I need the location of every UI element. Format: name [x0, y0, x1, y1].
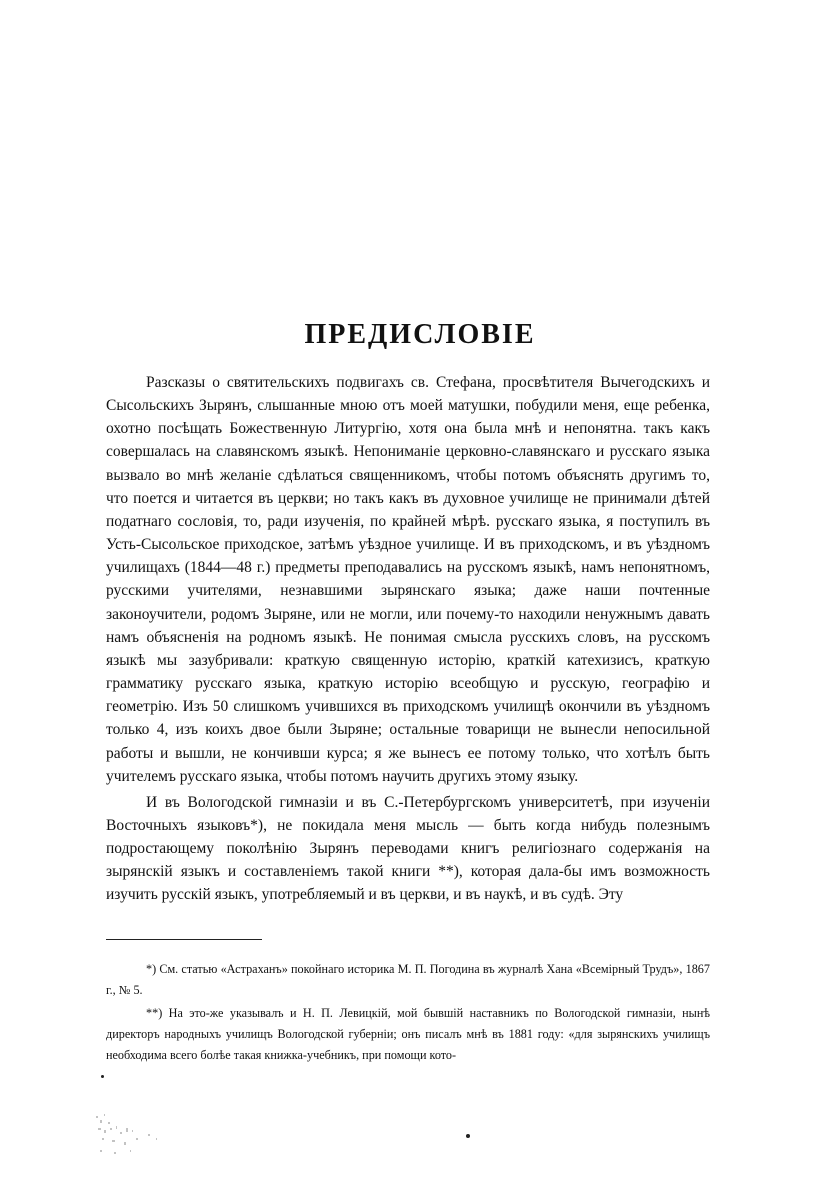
footnote-1: *) См. статью «Астраханъ» покойнаго историка М. П. Погодина въ журналѣ Хана «Всемірный Трудъ», 1867 г., № 5.	[106, 962, 710, 997]
footnote-separator	[106, 939, 262, 940]
ink-speck	[101, 1075, 104, 1078]
footnotes	[106, 959, 710, 1066]
page-title: ПРЕДИСЛОВІЕ	[304, 318, 536, 350]
main-text	[106, 371, 710, 907]
paragraph-1: Разсказы о святительскихъ подвигахъ св. Стефана, просвѣтителя Вычегодскихъ и Сысольскихъ Зырянъ, слышанные мною отъ моей матушки, побудили меня, еще ребенка, охотно посѣщать Божественную Литургію, хотя она была мнѣ и непонятна. такъ какъ совершалась на славянскомъ языкѣ. Непониманіе церковно-славянскаго и русскаго языка вызвало во мнѣ желаніе сдѣлаться священникомъ, чтобы потомъ объяснять другимъ то, что поется и читается въ церкви; но такъ какъ въ духовное училище не принимали дѣтей податнаго сословія, то, ради изученія, по крайней мѣрѣ. русскаго языка, я поступилъ въ Усть-Сысольское приходское, затѣмъ уѣздное училище. И въ приходскомъ, и въ уѣздномъ училищахъ (1844—48 г.) предметы преподавались на русскомъ языкѣ, намъ непонятномъ, русскими учителями, незнавшими зырянскаго языка; даже наши почтенные законоучители, родомъ Зыряне, или не могли, или почему-то находили ненужнымъ давать намъ объясненія на родномъ языкѣ. Не понимая смысла русскихъ словъ, на русскомъ языкѣ мы зазубривали: краткую священную исторію, краткій катехизисъ, краткую грамматику русскаго языка, краткую исторію всеобщую и русскую, географію и геометрію. Изъ 50 слишкомъ учившихся въ приходскомъ училищѣ окончили въ уѣздномъ только 4, изъ коихъ двое были Зыряне; остальные товарищи не вынесли непосильной работы и вышли, не кончивши курса; я же вынесъ ее потому только, что хотѣлъ быть учителемъ русскаго языка, чтобы потомъ научить другихъ этому языку.	[106, 374, 710, 785]
paragraph-2: И въ Вологодской гимназіи и въ С.-Петербургскомъ университетѣ, при изученіи Восточныхъ языковъ*), не покидала меня мысль — быть когда нибудь полезнымъ подростающему поколѣнію Зырянъ переводами книгъ религіознаго содержанія на зырянскій языкъ и составленіемъ такой книги **), которая дала-бы имъ возможность изучить русскій языкъ, употребляемый и въ церкви, и въ наукѣ, и въ судѣ. Эту	[106, 793, 710, 904]
ink-dot	[466, 1134, 470, 1138]
footnote-2: **) На это-же указывалъ и Н. П. Левицкій, мой бывшій наставникъ по Вологодской гимназіи, нынѣ директоръ народныхъ училищъ Вологодской губерніи; онъ писалъ мнѣ въ 1881 году: «для зырянскихъ училищъ необходима всего болѣе такая книжка-учебникъ, при помощи кото-	[106, 1006, 710, 1062]
faded-stamp-mark	[90, 1108, 180, 1168]
